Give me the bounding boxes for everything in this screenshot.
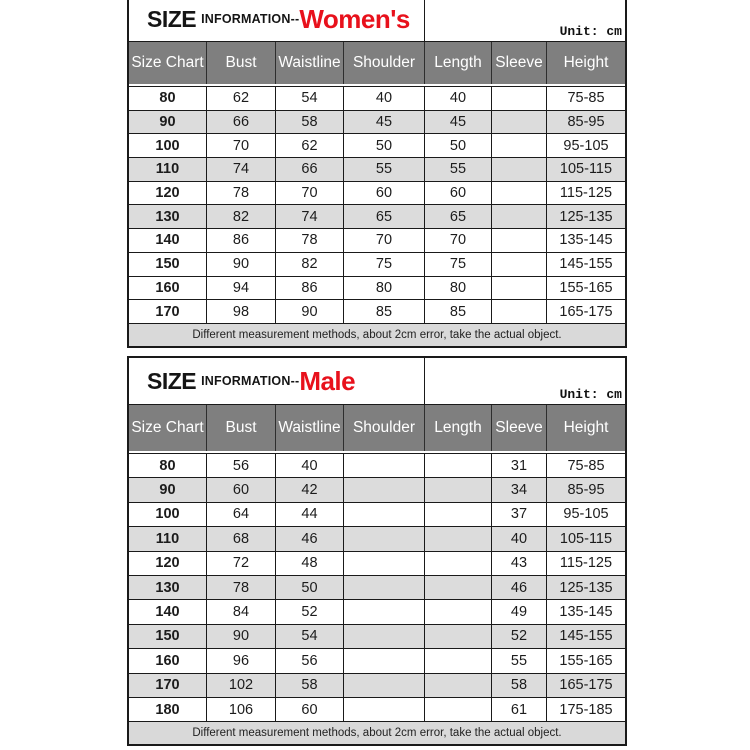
measurement-cell: 125-135 [559,579,613,596]
measurement-cell [492,277,547,300]
table-row [129,551,625,575]
column-header-height: Height [547,405,625,451]
column-header-shoulder: Shoulder [344,405,425,451]
column-header-row [129,405,625,453]
measurement-cell [344,552,425,575]
measurement-cell [492,158,547,181]
measurement-cell: 70 [276,182,344,205]
measurement-cell: 105-115 [559,161,613,178]
measurement-cell: 145-155 [559,628,613,645]
measurement-cell: 62 [276,134,344,157]
measurement-cell: 34 [492,478,547,501]
measurement-cell: 50 [276,576,344,599]
measurement-cell [344,649,425,672]
size-value-cell: 110 [129,158,207,181]
column-header-height: Height [547,42,625,84]
size-value-cell: 80 [129,87,207,110]
table-title [129,0,425,41]
measurement-cell: 68 [207,527,276,550]
measurement-cell [425,478,492,501]
measurement-cell: 58 [276,111,344,134]
measurement-cell: 78 [276,229,344,252]
measurement-cell: 90 [276,300,344,323]
measurement-cell: 74 [207,158,276,181]
measurement-cell: 31 [492,454,547,477]
measurement-cell [425,625,492,648]
size-value-cell: 130 [129,576,207,599]
unit-label: Unit: cm [559,387,622,402]
measurement-cell: 86 [207,229,276,252]
size-value-cell: 100 [129,134,207,157]
table-row [129,181,625,205]
size-value-cell: 160 [129,277,207,300]
measurement-cell [344,503,425,526]
measurement-cell: 94 [207,277,276,300]
measurement-cell: 54 [276,625,344,648]
measurement-cell: 65 [344,205,425,228]
measurement-cell: 155-165 [559,279,613,296]
size-value-cell: 150 [129,253,207,276]
title-size-text: SIZE [147,367,197,394]
table-row [129,648,625,672]
table-title-row [129,0,625,42]
measurement-cell: 165-175 [559,677,613,694]
column-header-waistline: Waistline [276,42,344,84]
column-header-length: Length [425,42,492,84]
measurement-cell: 145-155 [559,256,613,273]
measurement-cell [492,134,547,157]
measurement-cell [425,600,492,623]
measurement-cell: 75-85 [567,457,605,474]
table-row [129,599,625,623]
measurement-cell: 95-105 [563,137,609,154]
column-header-shoulder: Shoulder [344,42,425,84]
size-value-cell: 170 [129,674,207,697]
measurement-cell: 40 [276,454,344,477]
column-header-row [129,42,625,86]
measurement-cell [344,625,425,648]
measurement-cell: 66 [207,111,276,134]
measurement-cell [425,552,492,575]
measurement-cell [492,205,547,228]
measurement-cell: 85 [425,300,492,323]
measurement-cell: 78 [207,182,276,205]
table-title-row [129,358,625,405]
measurement-cell: 78 [207,576,276,599]
measurement-cell [492,182,547,205]
measurement-cell [344,527,425,550]
measurement-cell: 90 [207,625,276,648]
measurement-cell [344,698,425,721]
measurement-cell: 75 [425,253,492,276]
table-row [129,673,625,697]
measurement-cell [492,253,547,276]
measurement-cell: 82 [207,205,276,228]
measurement-cell [425,576,492,599]
measurement-cell: 75 [344,253,425,276]
measurement-cell: 44 [276,503,344,526]
table-row [129,477,625,501]
measurement-cell: 84 [207,600,276,623]
size-value-cell: 130 [129,205,207,228]
measurement-cell: 37 [492,503,547,526]
measurement-cell: 56 [207,454,276,477]
measurement-cell: 61 [492,698,547,721]
table-title [129,358,425,404]
size-value-cell: 90 [129,111,207,134]
size-value-cell: 80 [129,454,207,477]
measurement-cell: 60 [425,182,492,205]
measurement-cell: 85-95 [567,482,605,499]
measurement-cell: 52 [276,600,344,623]
measurement-cell: 55 [492,649,547,672]
table-row [129,299,625,323]
measurement-cell: 60 [344,182,425,205]
measurement-cell: 62 [207,87,276,110]
measurement-cell: 66 [276,158,344,181]
measurement-cell [425,649,492,672]
measurement-cell [425,698,492,721]
size-value-cell: 110 [129,527,207,550]
title-information-text: INFORMATION-- [201,374,300,388]
size-value-cell: 150 [129,625,207,648]
table-row [129,276,625,300]
size-value-cell: 140 [129,229,207,252]
table-row [129,502,625,526]
footer-note: Different measurement methods, about 2cm error, take the actual object. [129,721,625,744]
title-gender-text: Male [299,365,356,396]
measurement-cell: 80 [344,277,425,300]
measurement-cell: 85-95 [567,114,605,131]
size-value-cell: 120 [129,182,207,205]
table-row [129,204,625,228]
column-header-bust: Bust [207,42,276,84]
table-row [129,526,625,550]
table-row [129,575,625,599]
measurement-cell: 70 [207,134,276,157]
measurement-cell: 46 [492,576,547,599]
title-gender-text: Women's [299,3,410,34]
column-header-waistline: Waistline [276,405,344,451]
measurement-cell: 155-165 [559,652,613,669]
measurement-cell: 90 [207,253,276,276]
column-header-size-chart: Size Chart [129,405,207,451]
measurement-cell: 55 [344,158,425,181]
table-row [129,133,625,157]
measurement-cell [492,300,547,323]
table-row [129,228,625,252]
measurement-cell: 58 [276,674,344,697]
measurement-cell: 135-145 [559,232,613,249]
measurement-cell [425,454,492,477]
measurement-cell: 54 [276,87,344,110]
measurement-cell: 70 [344,229,425,252]
measurement-cell: 50 [344,134,425,157]
measurement-cell: 70 [425,229,492,252]
measurement-cell: 45 [344,111,425,134]
title-size-text: SIZE [147,5,197,32]
size-value-cell: 90 [129,478,207,501]
measurement-cell: 105-115 [559,530,613,547]
table-row [129,453,625,477]
measurement-cell: 60 [207,478,276,501]
table-row [129,110,625,134]
measurement-cell: 48 [276,552,344,575]
measurement-cell: 115-125 [559,185,613,202]
measurement-cell [492,229,547,252]
footer-note: Different measurement methods, about 2cm error, take the actual object. [129,323,625,346]
size-value-cell: 160 [129,649,207,672]
table-row [129,697,625,721]
measurement-cell: 115-125 [559,555,613,572]
measurement-cell [344,600,425,623]
measurement-cell: 74 [276,205,344,228]
measurement-cell: 40 [425,87,492,110]
measurement-cell: 80 [425,277,492,300]
measurement-cell: 43 [492,552,547,575]
column-header-bust: Bust [207,405,276,451]
measurement-cell: 82 [276,253,344,276]
measurement-cell [425,527,492,550]
measurement-cell: 98 [207,300,276,323]
measurement-cell [492,87,547,110]
table-row [129,86,625,110]
measurement-cell: 125-135 [559,208,613,225]
size-value-cell: 100 [129,503,207,526]
measurement-cell: 65 [425,205,492,228]
measurement-cell [344,478,425,501]
measurement-cell: 55 [425,158,492,181]
measurement-cell [344,674,425,697]
measurement-cell [344,454,425,477]
measurement-cell: 135-145 [559,604,613,621]
measurement-cell: 45 [425,111,492,134]
measurement-cell [492,111,547,134]
measurement-cell: 42 [276,478,344,501]
table-row [129,624,625,648]
measurement-cell: 96 [207,649,276,672]
measurement-cell [425,674,492,697]
column-header-size-chart: Size Chart [129,42,207,84]
measurement-cell: 40 [344,87,425,110]
measurement-cell [344,576,425,599]
measurement-cell: 102 [207,674,276,697]
column-header-sleeve: Sleeve [492,405,547,451]
unit-label: Unit: cm [559,24,622,39]
column-header-length: Length [425,405,492,451]
measurement-cell: 58 [492,674,547,697]
size-value-cell: 170 [129,300,207,323]
measurement-cell: 95-105 [563,506,609,523]
measurement-cell [425,503,492,526]
measurement-cell: 64 [207,503,276,526]
measurement-cell: 175-185 [559,701,613,718]
size-table-male [127,356,627,746]
table-row [129,252,625,276]
measurement-cell: 165-175 [559,303,613,320]
size-value-cell: 180 [129,698,207,721]
measurement-cell: 106 [207,698,276,721]
measurement-cell: 52 [492,625,547,648]
measurement-cell: 50 [425,134,492,157]
size-table-womens [127,0,627,348]
size-value-cell: 120 [129,552,207,575]
size-value-cell: 140 [129,600,207,623]
title-information-text: INFORMATION-- [201,12,300,26]
column-header-sleeve: Sleeve [492,42,547,84]
measurement-cell: 40 [492,527,547,550]
measurement-cell: 75-85 [567,90,605,107]
measurement-cell: 46 [276,527,344,550]
measurement-cell: 85 [344,300,425,323]
measurement-cell: 60 [276,698,344,721]
measurement-cell: 86 [276,277,344,300]
measurement-cell: 49 [492,600,547,623]
measurement-cell: 56 [276,649,344,672]
table-row [129,157,625,181]
measurement-cell: 72 [207,552,276,575]
